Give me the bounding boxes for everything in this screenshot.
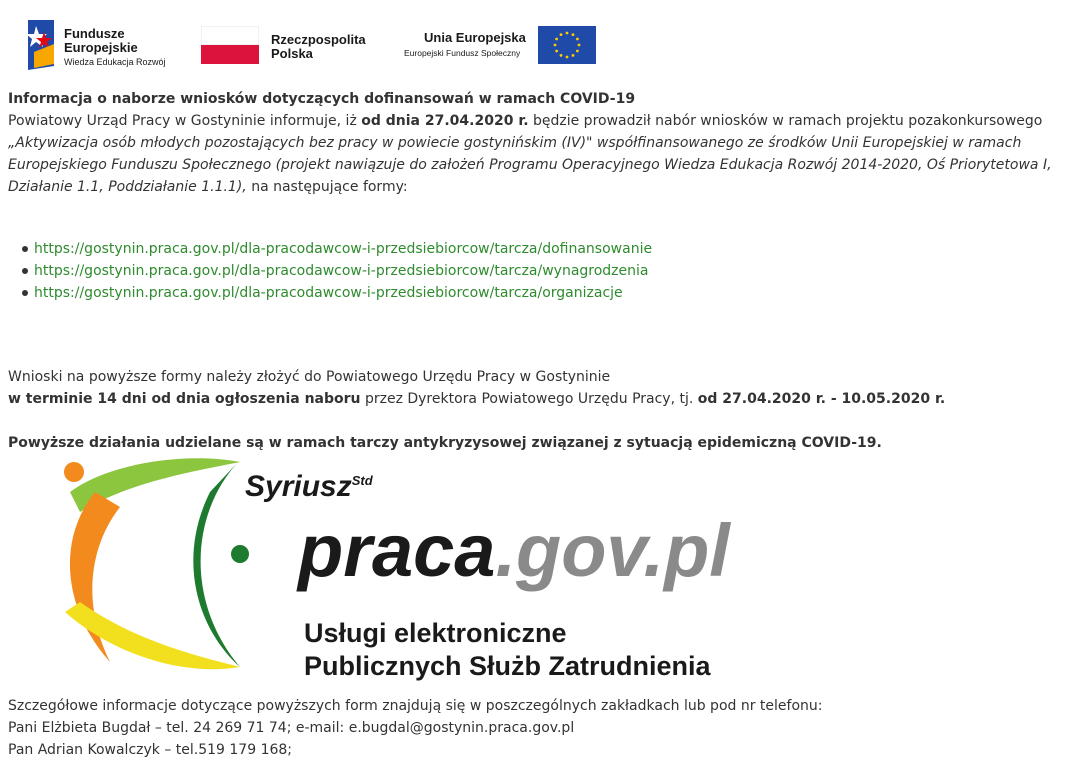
syriusz-figure-icon: [40, 452, 270, 692]
project-line-3-italic: Działanie 1.1, Poddziałanie 1.1.1),: [8, 179, 247, 195]
syriusz-sup: Std: [351, 473, 373, 488]
contact-kowalczyk: Pan Adrian Kowalczyk – tel.519 179 168;: [8, 742, 293, 758]
submit-mid: przez Dyrektora Powiatowego Urzędu Pracy, tj.: [360, 391, 698, 407]
submit-dates: od 27.04.2020 r. - 10.05.2020 r.: [697, 391, 946, 407]
intro-date: od dnia 27.04.2020 r.: [361, 113, 529, 129]
covid-note: Powyższe działania udzielane są w ramach tarczy antykryzysowej związanej z sytuacją epidemiczną COVID-19.: [8, 435, 882, 451]
bullet-icon: [22, 268, 28, 274]
praca-gov-pl-wordmark: [298, 506, 730, 596]
ue-line1: Unia Europejska: [424, 30, 526, 45]
article-content: [8, 88, 1068, 198]
funding-logos: [24, 16, 624, 72]
syriusz-subtitle-2: Publicznych Służb Zatrudnienia: [304, 651, 711, 681]
syriusz-name: [245, 470, 373, 504]
syriusz-praca-logo: [40, 452, 880, 692]
syriusz-subtitle-1: Usługi elektroniczne: [304, 618, 567, 648]
govpl-word: .gov.pl: [495, 509, 730, 592]
article-heading: Informacja o naborze wniosków dotyczących dofinansowań w ramach COVID-19: [8, 91, 636, 107]
project-line-3-normal: na następujące formy:: [246, 179, 408, 195]
contact-bugdal: Pani Elżbieta Bugdał – tel. 24 269 71 74; e-mail: e.bugdal@gostynin.praca.gov.pl: [8, 720, 575, 736]
project-line-3: [8, 176, 1068, 198]
eu-flag-icon: [538, 26, 596, 64]
unia-europejska-logo: [404, 24, 604, 68]
form-links-list: [34, 238, 652, 304]
praca-word: praca: [298, 509, 496, 592]
project-line-2: Europejskiego Funduszu Społecznego (projekt nawiązuje do założeń Programu Operacyjnego Wiedza Edukacja Rozwój 2014-2020, Oś Priorytetowa I,: [8, 157, 1052, 173]
submit-line-2: [8, 388, 945, 410]
polish-flag-icon: [201, 26, 259, 64]
bullet-icon: [22, 290, 28, 296]
details-line: Szczegółowe informacje dotyczące powyższych form znajdują się w poszczególnych zakładkach lub pod nr telefonu:: [8, 698, 823, 714]
fe-line1: Fundusze: [64, 26, 125, 41]
fe-star-icon: [26, 18, 60, 72]
bullet-icon: [22, 246, 28, 252]
intro-paragraph: [8, 110, 1068, 132]
link-dofinansowanie[interactable]: https://gostynin.praca.gov.pl/dla-pracodawcow-i-przedsiebiorcow/tarcza/dofinansowanie: [34, 241, 653, 257]
rzeczpospolita-polska-logo: [201, 24, 391, 68]
intro-pre: Powiatowy Urząd Pracy w Gostyninie informuje, iż: [8, 113, 362, 129]
submit-deadline: w terminie 14 dni od dnia ogłoszenia naboru: [8, 391, 361, 407]
fe-line2: Europejskie: [64, 40, 138, 55]
list-item: [34, 238, 652, 260]
list-item: [34, 260, 652, 282]
link-wynagrodzenia[interactable]: https://gostynin.praca.gov.pl/dla-pracodawcow-i-przedsiebiorcow/tarcza/wynagrodzenia: [34, 263, 649, 279]
submit-line-1: Wnioski na powyższe formy należy złożyć do Powiatowego Urzędu Pracy w Gostyninie: [8, 369, 611, 385]
rp-line2: Polska: [271, 46, 313, 61]
rp-line1: Rzeczpospolita: [271, 32, 366, 47]
list-item: [34, 282, 652, 304]
fe-line3: Wiedza Edukacja Rozwój: [64, 57, 166, 67]
fundusze-europejskie-logo: [26, 18, 196, 72]
intro-post: będzie prowadził nabór wniosków w ramach projektu pozakonkursowego: [528, 113, 1043, 129]
syriusz-text: Syriusz: [245, 470, 352, 503]
link-organizacje[interactable]: https://gostynin.praca.gov.pl/dla-pracodawcow-i-przedsiebiorcow/tarcza/organizacje: [34, 285, 623, 301]
project-line-1: „Aktywizacja osób młodych pozostających bez pracy w powiecie gostynińskim (IV)" współfinansowanego ze środków Unii Europejskiej w ramach: [8, 135, 1022, 151]
ue-line2: Europejski Fundusz Społeczny: [404, 48, 521, 58]
